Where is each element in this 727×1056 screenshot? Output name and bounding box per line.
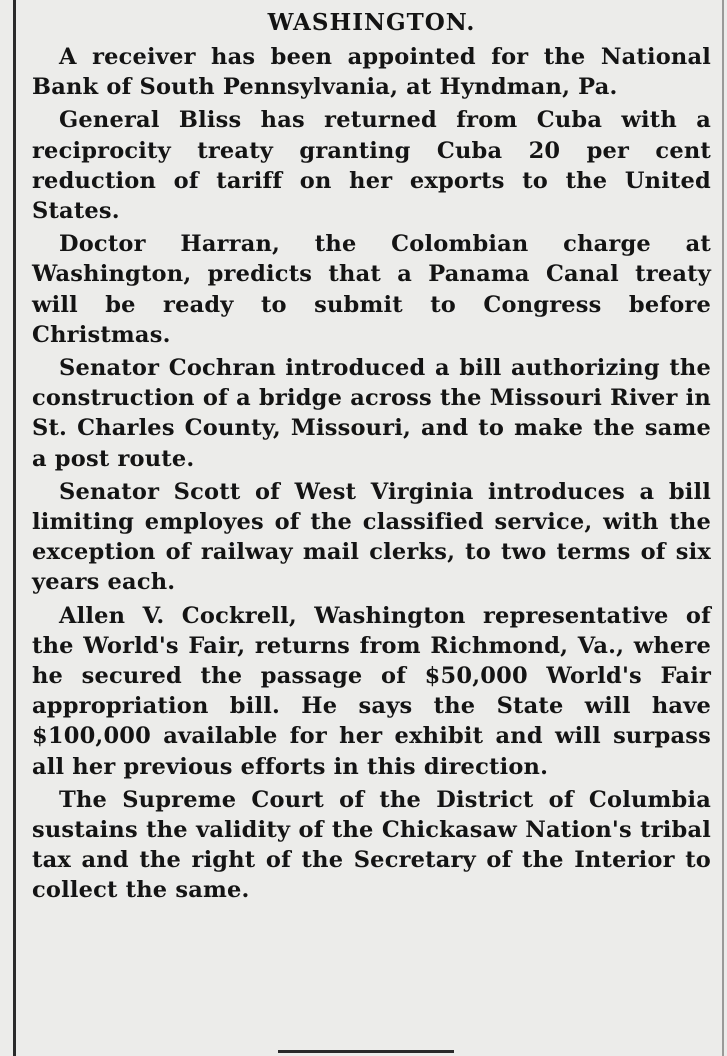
news-item: The Supreme Court of the District of Columbia sustains the validity of the Chickasaw Nation's tribal tax and the right of the Secretary of the Interior to collect the same. [32,786,711,904]
news-item: A receiver has been appointed for the National Bank of South Pennsylvania, at Hyndman, Pa. [32,44,711,101]
news-item: Allen V. Cockrell, Washington representative of the World's Fair, returns from Richmond, Va., where he secured the passage of $50,000 World's Fair appropriation bill. He says the State will have $100,000 available for her exhibit and will surpass all her previous efforts in this direction. [32,602,711,780]
left-column-rule [13,0,16,1056]
bottom-divider-rule [278,1050,454,1053]
news-column [32,8,711,909]
news-item: Doctor Harran, the Colombian charge at Washington, predicts that a Panama Canal treaty will be ready to submit to Congress before Christmas. [32,231,711,348]
right-column-rule [722,0,724,1056]
section-headline: WASHINGTON. [267,9,476,36]
news-item: Senator Scott of West Virginia introduces a bill limiting employes of the classified service, with the exception of railway mail clerks, to two terms of six years each. [32,478,711,596]
news-item: General Bliss has returned from Cuba with a reciprocity treaty granting Cuba 20 per cent reduction of tariff on her exports to the United States. [32,107,711,225]
news-item: Senator Cochran introduced a bill authorizing the construction of a bridge across the Missouri River in St. Charles County, Missouri, and to make the same a post route. [32,355,711,472]
